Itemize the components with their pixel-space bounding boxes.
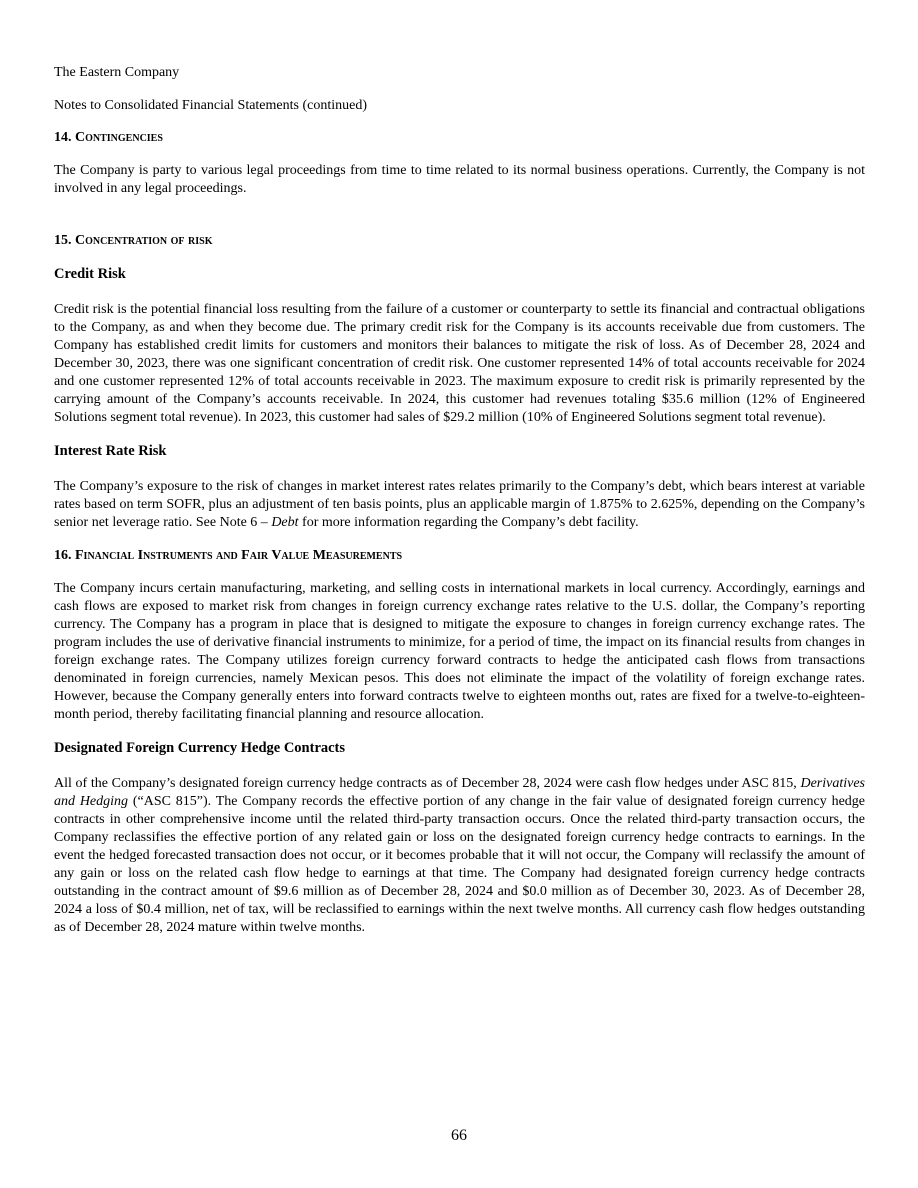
hedge-contracts-paragraph bbox=[54, 775, 865, 937]
interest-rate-text-end: for more information regarding the Company’s debt facility. bbox=[298, 515, 639, 530]
company-name: The Eastern Company bbox=[54, 65, 180, 80]
contingencies-paragraph: The Company is party to various legal proceedings from time to time related to its normal business operations. Currently, the Company is not involved in any legal proceedings. bbox=[54, 163, 865, 196]
interest-rate-risk-paragraph bbox=[54, 478, 865, 532]
section-number: 16. bbox=[54, 548, 72, 563]
credit-risk-heading: Credit Risk bbox=[54, 266, 126, 282]
section-heading-concentration bbox=[54, 232, 865, 250]
debt-note-reference: Debt bbox=[271, 515, 299, 530]
hedge-text-end: (“ASC 815”). The Company records the effective portion of any change in the fair value of designated foreign currency hedge contracts in other comprehensive income until the related third-party transaction occurs. Once the related third-party transaction occurs, the Company reclassifies the effective portion of any related gain or loss on the designated foreign currency hedge contracts to earnings. In the event the hedged forecasted transaction does not occur, or it becomes probable that it will not occur, the Company will reclassify the amount of any gain or loss on the related cash flow hedge to earnings at that time. The Company had designated foreign currency hedge contracts outstanding in the contract amount of $9.6 million as of December 28, 2024 and $0.0 million as of December 30, 2023. As of December 28, 2024 a loss of $0.4 million, net of tax, will be reclassified to earnings within the next twelve months. All currency cash flow hedges outstanding as of December 28, 2024 mature within twelve months. bbox=[54, 794, 866, 935]
document-page bbox=[54, 64, 865, 952]
section-title: Contingencies bbox=[75, 130, 163, 145]
section-title: Concentration of risk bbox=[75, 233, 213, 248]
notes-title: Notes to Consolidated Financial Statements (continued) bbox=[54, 98, 367, 113]
financial-instruments-paragraph: The Company incurs certain manufacturing, marketing, and selling costs in international markets in local currency. Accordingly, earnings and cash flows are exposed to market risk from changes in foreign currency exchange rates relative to the U.S. dollar, the Company’s reporting currency. The Company has a program in place that is designed to mitigate the exposure to changes in foreign currency exchange rates. The program includes the use of derivative financial instruments to minimize, for a period of time, the impact on its financial results from changes in foreign exchange rates. The Company utilizes foreign currency forward contracts to hedge the anticipated cash flows from transactions denominated in foreign currencies, namely Mexican pesos. This does not eliminate the impact of the volatility of foreign exchange rates. However, because the Company generally enters into forward contracts twelve to eighteen months out, rates are fixed for a twelve-to-eighteen-month period, thereby facilitating financial planning and resource allocation. bbox=[54, 581, 865, 722]
interest-rate-text-start: The Company’s exposure to the risk of changes in market interest rates relates primarily to the Company’s debt, which bears interest at variable rates based on term SOFR, plus an adjustment of ten basis points, plus an applicable margin of 1.875% to 2.625%, depending on the Company’s senior net leverage ratio. See Note 6 – bbox=[54, 479, 865, 530]
section-title: Financial Instruments and Fair Value Measurements bbox=[75, 548, 403, 563]
section-number: 14. bbox=[54, 130, 72, 145]
page-number: 66 bbox=[451, 1127, 467, 1144]
section-heading-contingencies bbox=[54, 129, 865, 147]
section-heading-financial-instruments bbox=[54, 547, 865, 565]
hedge-contracts-heading: Designated Foreign Currency Hedge Contracts bbox=[54, 740, 346, 756]
interest-rate-risk-heading: Interest Rate Risk bbox=[54, 443, 167, 459]
asc-815-title: Derivatives and Hedging bbox=[54, 776, 865, 809]
section-number: 15. bbox=[54, 233, 72, 248]
credit-risk-paragraph: Credit risk is the potential financial loss resulting from the failure of a customer or counterparty to settle its financial and contractual obligations to the Company, as and when they become due. The primary credit risk for the Company is its accounts receivable due from customers. The Company has established credit limits for customers and monitors their balances to mitigate the risk of loss. As of December 28, 2024 and December 30, 2023, there was one significant concentration of credit risk. One customer represented 14% of total accounts receivable for 2024 and one customer represented 12% of total accounts receivable in 2023. The maximum exposure to credit risk is primarily represented by the carrying amount of the Company’s accounts receivable. In 2024, this customer had revenues totaling $35.6 million (12% of Engineered Solutions segment total revenue). In 2023, this customer had sales of $29.2 million (10% of Engineered Solutions segment total revenue). bbox=[54, 302, 865, 425]
hedge-text-start: All of the Company’s designated foreign currency hedge contracts as of December 28, 2024 were cash flow hedges under ASC 815, bbox=[54, 776, 801, 791]
